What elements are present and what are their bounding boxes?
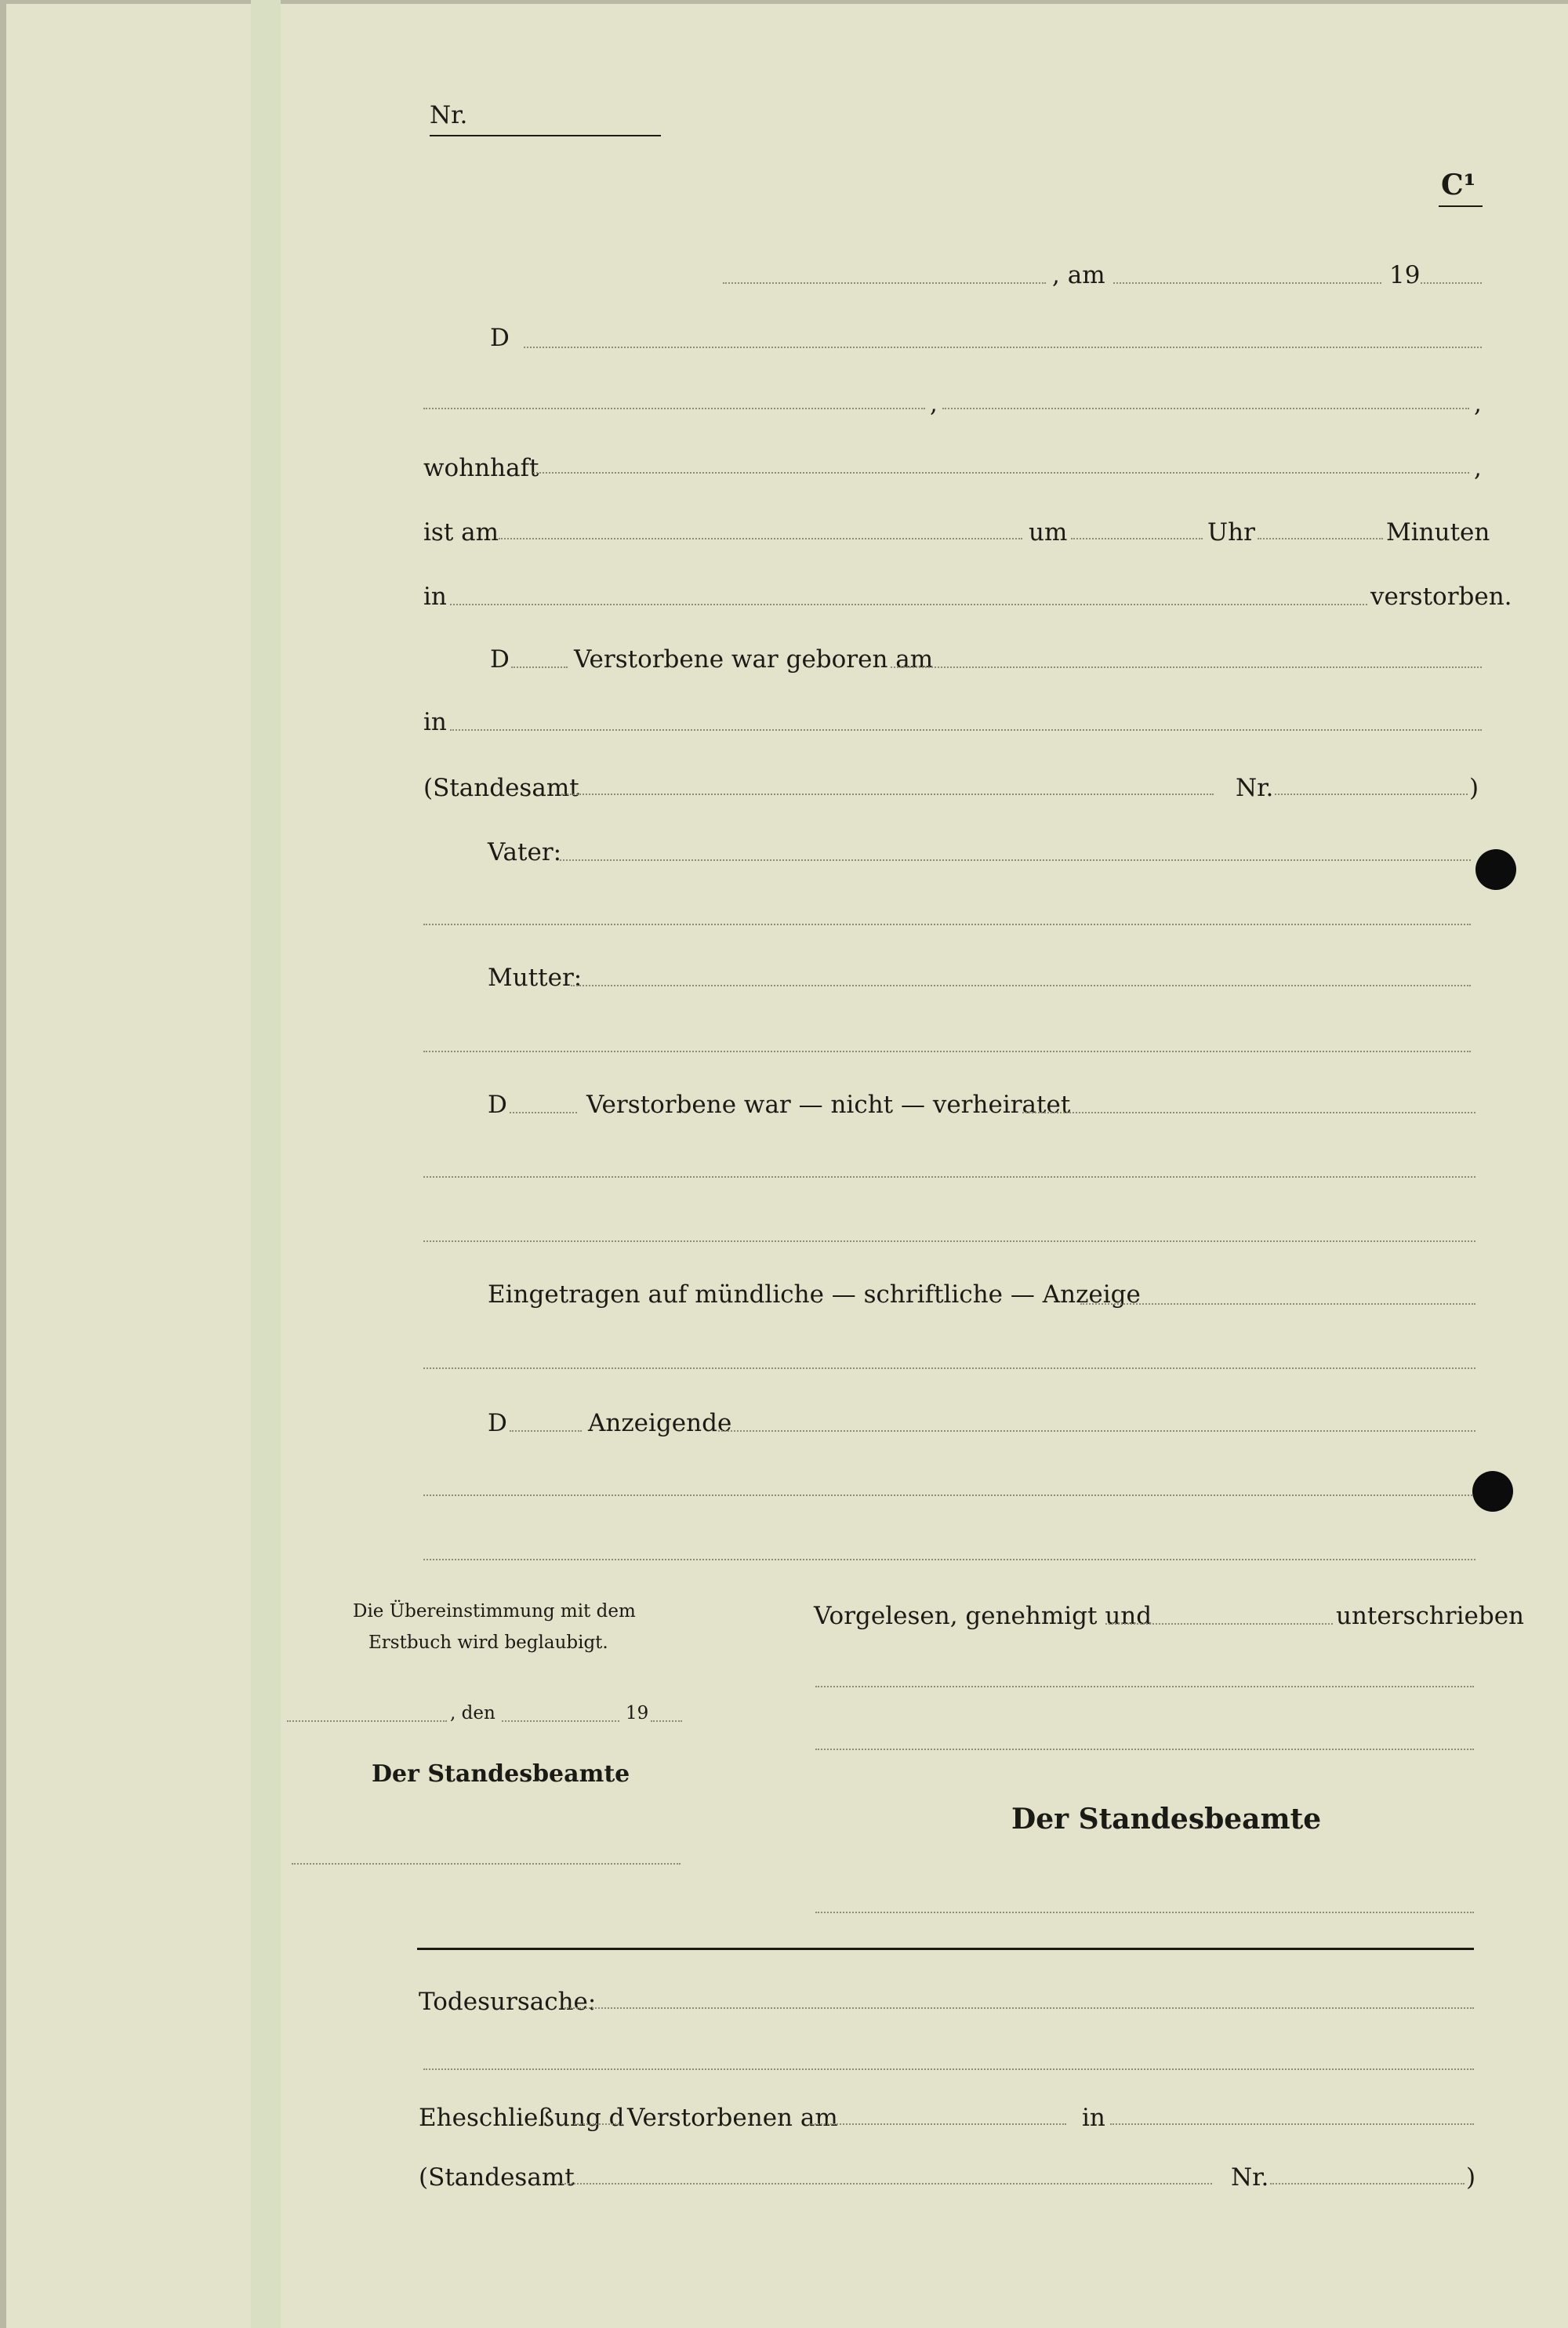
- verheiratet-dotted-line-3[interactable]: [423, 1240, 1475, 1242]
- standesamt2-nr-label: Nr.: [1231, 2163, 1269, 2192]
- standesamt-nr-dotted-line[interactable]: [1275, 794, 1468, 795]
- page-left-edge: [0, 0, 6, 2328]
- am-label: , am: [1052, 261, 1105, 289]
- vater-dotted-line-2[interactable]: [423, 924, 1471, 925]
- punch-hole-upper: [1475, 849, 1516, 890]
- article-d-2: D: [490, 645, 510, 674]
- year-prefix: 19: [1389, 261, 1421, 289]
- certification-year-dotted-line[interactable]: [651, 1720, 682, 1722]
- form-code: C¹: [1441, 169, 1476, 202]
- anzeigende-dotted-line-3[interactable]: [423, 1559, 1475, 1560]
- in-label: in: [423, 583, 447, 611]
- nr-underline: [430, 135, 661, 136]
- article-d-1: D: [490, 324, 510, 352]
- page-top-edge: [0, 0, 1568, 4]
- eingetragen-dotted-line-2[interactable]: [423, 1367, 1475, 1369]
- ist-am-label: ist am: [423, 518, 499, 547]
- certification-year: 19: [626, 1703, 649, 1723]
- certification-signature-dotted-line[interactable]: [292, 1863, 681, 1865]
- marriage-date-dotted-line[interactable]: [809, 2123, 1066, 2125]
- standesamt2-nr-dotted-line[interactable]: [1270, 2183, 1465, 2185]
- certification-date-dotted-line[interactable]: [502, 1720, 619, 1722]
- article-d-3-dotted-line[interactable]: [510, 1112, 577, 1113]
- verheiratet-dotted-line-2[interactable]: [423, 1176, 1475, 1178]
- verheiratet-dotted-line[interactable]: [1022, 1112, 1475, 1113]
- todesursache-label: Todesursache:: [419, 1988, 597, 2016]
- comma-2: ,: [1474, 390, 1482, 418]
- year-dotted-line[interactable]: [1421, 282, 1482, 284]
- signoff-dotted-line[interactable]: [1105, 1623, 1333, 1625]
- um-label: um: [1029, 518, 1068, 547]
- section-separator: [417, 1948, 1474, 1950]
- certification-line-2: Erstbuch wird beglaubigt.: [368, 1633, 608, 1653]
- standesamt2-dotted-line[interactable]: [558, 2183, 1212, 2185]
- name-dotted-line-2[interactable]: [942, 408, 1469, 409]
- geboren-label: Verstorbene war geboren am: [574, 645, 934, 674]
- certification-place-dotted-line[interactable]: [287, 1720, 447, 1722]
- deceased-dotted-line[interactable]: [524, 347, 1482, 348]
- vater-dotted-line[interactable]: [560, 859, 1471, 861]
- place-dotted-line[interactable]: [723, 282, 1046, 284]
- uhr-label: Uhr: [1207, 518, 1255, 547]
- minuten-label: Minuten: [1386, 518, 1490, 547]
- article-d-4: D: [488, 1409, 507, 1437]
- unterschrieben-label: unterschrieben: [1336, 1602, 1525, 1630]
- comma-1: ,: [930, 390, 938, 418]
- eheschliessung-article-dotted-line[interactable]: [574, 2123, 622, 2125]
- todesursache-dotted-line[interactable]: [564, 2007, 1474, 2009]
- standesamt-dotted-line[interactable]: [561, 794, 1214, 795]
- wohnhaft-comma: ,: [1474, 454, 1482, 482]
- article-d-2-dotted-line[interactable]: [511, 666, 568, 668]
- verstorben-label: verstorben.: [1370, 583, 1512, 611]
- mutter-label: Mutter:: [488, 964, 583, 992]
- certification-official: Der Standesbeamte: [372, 1760, 630, 1788]
- standesamt2-label: (Standesamt: [419, 2163, 575, 2192]
- anzeigende-label: Anzeigende: [588, 1409, 732, 1437]
- form-code-underline: [1439, 205, 1483, 207]
- wohnhaft-dotted-line[interactable]: [533, 472, 1469, 474]
- wohnhaft-label: wohnhaft: [423, 454, 539, 482]
- signoff-signature-dotted-line[interactable]: [815, 1912, 1474, 1913]
- certification-den: , den: [450, 1703, 495, 1723]
- certification-line-1: Die Übereinstimmung mit dem: [353, 1601, 636, 1622]
- anzeigende-dotted-line-2[interactable]: [423, 1494, 1475, 1496]
- signoff-official: Der Standesbeamte: [1011, 1803, 1322, 1836]
- nr-label: Nr.: [430, 101, 468, 129]
- article-d-3: D: [488, 1091, 507, 1119]
- birth-date-dotted-line[interactable]: [891, 666, 1482, 668]
- hour-dotted-line[interactable]: [1071, 538, 1203, 539]
- eheschliessung-text: Verstorbenen am: [627, 2104, 838, 2132]
- verheiratet-label: Verstorbene war — nicht — verheiratet: [586, 1091, 1071, 1119]
- minute-dotted-line[interactable]: [1258, 538, 1383, 539]
- mutter-dotted-line[interactable]: [571, 985, 1471, 986]
- anzeigende-dotted-line[interactable]: [718, 1430, 1475, 1432]
- eheschliessung-in: in: [1082, 2104, 1105, 2132]
- vater-label: Vater:: [488, 838, 562, 866]
- date-dotted-line[interactable]: [1113, 282, 1381, 284]
- birth-in-label: in: [423, 708, 447, 736]
- todesursache-dotted-line-2[interactable]: [423, 2068, 1474, 2070]
- eheschliessung-label: Eheschließung d: [419, 2104, 625, 2132]
- name-dotted-line-1[interactable]: [423, 408, 925, 409]
- mutter-dotted-line-2[interactable]: [423, 1051, 1471, 1052]
- standesamt-label: (Standesamt: [423, 774, 579, 802]
- marriage-place-dotted-line[interactable]: [1110, 2123, 1474, 2125]
- punch-hole-lower: [1472, 1471, 1513, 1512]
- birth-place-dotted-line[interactable]: [450, 729, 1482, 731]
- signoff-dotted-line-3[interactable]: [815, 1749, 1474, 1750]
- binding-fold-stripe: [251, 0, 281, 2328]
- standesamt2-close: ): [1466, 2163, 1476, 2192]
- signoff-label: Vorgelesen, genehmigt und: [814, 1602, 1152, 1630]
- eingetragen-dotted-line[interactable]: [1080, 1303, 1475, 1305]
- death-date-dotted-line[interactable]: [499, 538, 1022, 539]
- standesamt-nr-label: Nr.: [1236, 774, 1274, 802]
- signoff-dotted-line-2[interactable]: [815, 1686, 1474, 1687]
- death-place-dotted-line[interactable]: [450, 604, 1367, 605]
- eingetragen-label: Eingetragen auf mündliche — schriftliche — Anzeige: [488, 1280, 1141, 1309]
- article-d-4-dotted-line[interactable]: [510, 1430, 582, 1432]
- standesamt-close: ): [1469, 774, 1479, 802]
